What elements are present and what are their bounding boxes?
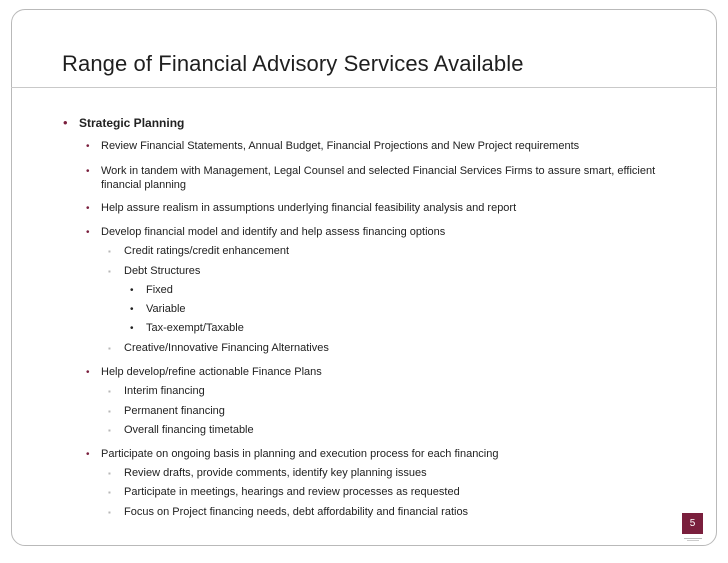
sub-list-item: Debt Structures bbox=[124, 265, 201, 277]
sub-sub-list-item: Variable bbox=[146, 303, 186, 315]
title-divider bbox=[11, 87, 717, 88]
sub-list-item: Focus on Project financing needs, debt affordability and financial ratios bbox=[124, 506, 469, 518]
list-item: Help develop/refine actionable Finance Plans bbox=[101, 366, 322, 378]
list-item: Develop financial model and identify and help assess financing options bbox=[101, 226, 446, 238]
section-heading: Strategic Planning bbox=[79, 116, 185, 130]
list-item: Help assure realism in assumptions underlying financial feasibility analysis and report bbox=[101, 202, 517, 214]
bullet-icon: • bbox=[86, 367, 90, 378]
bullet-icon: • bbox=[130, 285, 134, 296]
sub-sub-list-item: Tax-exempt/Taxable bbox=[146, 322, 244, 334]
list-item: Work in tandem with Management, Legal Counsel and selected Financial Services Firms to assure smart, efficient bbox=[101, 165, 656, 177]
bullet-icon: • bbox=[86, 449, 90, 460]
sub-bullet-icon: ▪ bbox=[108, 387, 111, 396]
bullet-icon: • bbox=[86, 141, 90, 152]
bullet-icon: • bbox=[86, 166, 90, 177]
sub-list-item: Credit ratings/credit enhancement bbox=[124, 245, 290, 257]
sub-sub-list-item: Fixed bbox=[146, 284, 173, 296]
bullet-icon: • bbox=[86, 203, 90, 214]
page-number-badge: 5 bbox=[682, 513, 703, 534]
sub-list-item: Review drafts, provide comments, identify key planning issues bbox=[124, 467, 427, 479]
sub-bullet-icon: ▪ bbox=[108, 407, 111, 416]
bullet-icon: • bbox=[130, 323, 134, 334]
sub-bullet-icon: ▪ bbox=[108, 426, 111, 435]
sub-list-item: Interim financing bbox=[124, 385, 205, 397]
list-item-continuation: financial planning bbox=[101, 179, 187, 191]
sub-list-item: Overall financing timetable bbox=[124, 424, 254, 436]
list-item: Participate on ongoing basis in planning and execution process for each financing bbox=[101, 448, 499, 460]
footer-logo-icon bbox=[684, 537, 702, 542]
sub-bullet-icon: ▪ bbox=[108, 247, 111, 256]
sub-bullet-icon: ▪ bbox=[108, 488, 111, 497]
list-item: Review Financial Statements, Annual Budget, Financial Projections and New Project requirements bbox=[101, 140, 580, 152]
slide-title: Range of Financial Advisory Services Available bbox=[62, 51, 524, 76]
sub-list-item: Permanent financing bbox=[124, 405, 225, 417]
bullet-icon: • bbox=[86, 227, 90, 238]
sub-bullet-icon: ▪ bbox=[108, 469, 111, 478]
sub-bullet-icon: ▪ bbox=[108, 267, 111, 276]
sub-bullet-icon: ▪ bbox=[108, 344, 111, 353]
bullet-icon: • bbox=[63, 115, 68, 130]
sub-list-item: Creative/Innovative Financing Alternatives bbox=[124, 342, 329, 354]
sub-bullet-icon: ▪ bbox=[108, 508, 111, 517]
sub-list-item: Participate in meetings, hearings and review processes as requested bbox=[124, 486, 460, 498]
bullet-icon: • bbox=[130, 304, 134, 315]
